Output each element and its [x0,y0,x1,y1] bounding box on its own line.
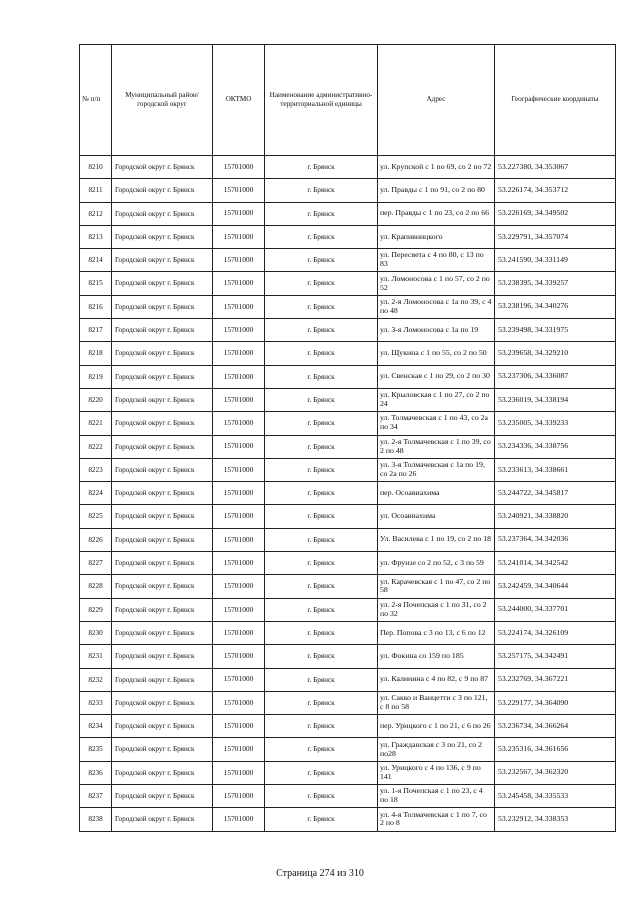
row-coords: 53.235005, 34.339233 [495,412,616,435]
row-number: 8211 [80,179,112,202]
row-unit: г. Брянск [265,645,378,668]
row-oktmo: 15701000 [213,715,265,738]
row-unit: г. Брянск [265,156,378,179]
row-number: 8223 [80,458,112,481]
row-unit: г. Брянск [265,505,378,528]
row-oktmo: 15701000 [213,738,265,761]
row-district: Городской округ г. Брянск [112,691,213,714]
row-oktmo: 15701000 [213,645,265,668]
row-address: ул. Калинина с 4 по 82, с 9 по 87 [378,668,495,691]
row-number: 8235 [80,738,112,761]
table-row [80,505,616,528]
page-number: Страница 274 из 310 [276,868,364,879]
row-district: Городской округ г. Брянск [112,249,213,272]
row-unit: г. Брянск [265,668,378,691]
header-address: Адрес [378,45,495,156]
row-address: ул. Щукина с 1 по 55, со 2 по 50 [378,342,495,365]
row-district: Городской округ г. Брянск [112,342,213,365]
row-number: 8222 [80,435,112,458]
row-address: ул. Крапивницкого [378,225,495,248]
row-district: Городской округ г. Брянск [112,482,213,505]
row-unit: г. Брянск [265,785,378,808]
row-address: ул. 2-я Толмачевская с 1 по 39, со 2 по 48 [378,435,495,458]
row-unit: г. Брянск [265,458,378,481]
row-address: ул. Свенская с 1 по 29, со 2 по 30 [378,365,495,388]
row-coords: 53.232567, 34.362320 [495,761,616,784]
table-row [80,785,616,808]
row-number: 8229 [80,598,112,621]
row-district: Городской округ г. Брянск [112,738,213,761]
table-row [80,295,616,318]
row-oktmo: 15701000 [213,435,265,458]
row-number: 8224 [80,482,112,505]
row-address: ул. Крупской с 1 по 69, со 2 по 72 [378,156,495,179]
row-number: 8234 [80,715,112,738]
row-address: Ул. Василева с 1 по 19, со 2 по 18 [378,528,495,551]
row-number: 8237 [80,785,112,808]
table-row [80,761,616,784]
row-oktmo: 15701000 [213,342,265,365]
header-row [80,45,616,156]
table-row [80,808,616,831]
table-row [80,575,616,598]
row-number: 8213 [80,225,112,248]
row-number: 8212 [80,202,112,225]
table-row [80,319,616,342]
row-coords: 53.229177, 34.364090 [495,691,616,714]
table-row [80,202,616,225]
row-number: 8215 [80,272,112,295]
row-address: ул. Осоавиахима [378,505,495,528]
row-unit: г. Брянск [265,482,378,505]
row-address: ул. 4-я Толмачевская с 1 по 7, со 2 по 8 [378,808,495,831]
row-district: Городской округ г. Брянск [112,808,213,831]
row-oktmo: 15701000 [213,365,265,388]
row-coords: 53.224174, 34.326109 [495,621,616,644]
row-coords: 53.244000, 34.337701 [495,598,616,621]
row-oktmo: 15701000 [213,552,265,575]
table-row [80,715,616,738]
row-unit: г. Брянск [265,249,378,272]
row-unit: г. Брянск [265,528,378,551]
row-unit: г. Брянск [265,412,378,435]
row-unit: г. Брянск [265,598,378,621]
table-row [80,552,616,575]
row-number: 8219 [80,365,112,388]
row-unit: г. Брянск [265,388,378,411]
row-unit: г. Брянск [265,575,378,598]
row-district: Городской округ г. Брянск [112,319,213,342]
table-row [80,365,616,388]
row-coords: 53.244722, 34.345817 [495,482,616,505]
row-coords: 53.238196, 34.340276 [495,295,616,318]
row-district: Городской округ г. Брянск [112,621,213,644]
row-unit: г. Брянск [265,342,378,365]
row-coords: 53.237364, 34.342036 [495,528,616,551]
row-district: Городской округ г. Брянск [112,598,213,621]
row-district: Городской округ г. Брянск [112,225,213,248]
table-row [80,691,616,714]
row-unit: г. Брянск [265,435,378,458]
row-coords: 53.235316, 34.361656 [495,738,616,761]
row-oktmo: 15701000 [213,528,265,551]
row-unit: г. Брянск [265,761,378,784]
row-coords: 53.236019, 34.338194 [495,388,616,411]
table-row [80,225,616,248]
row-unit: г. Брянск [265,202,378,225]
row-address: ул. Урицкого с 4 по 136, с 9 по 141 [378,761,495,784]
row-oktmo: 15701000 [213,249,265,272]
row-oktmo: 15701000 [213,505,265,528]
row-coords: 53.226174, 34.353712 [495,179,616,202]
table-row [80,458,616,481]
row-district: Городской округ г. Брянск [112,785,213,808]
row-district: Городской округ г. Брянск [112,552,213,575]
table-row [80,435,616,458]
row-coords: 53.232769, 34.367221 [495,668,616,691]
row-address: ул. Толмачевская с 1 по 43, со 2а по 34 [378,412,495,435]
row-number: 8218 [80,342,112,365]
row-oktmo: 15701000 [213,388,265,411]
row-oktmo: 15701000 [213,202,265,225]
row-unit: г. Брянск [265,319,378,342]
row-unit: г. Брянск [265,621,378,644]
row-oktmo: 15701000 [213,412,265,435]
row-address: ул. Фокина со 159 по 185 [378,645,495,668]
row-unit: г. Брянск [265,738,378,761]
table-row [80,482,616,505]
row-oktmo: 15701000 [213,458,265,481]
row-oktmo: 15701000 [213,691,265,714]
row-number: 8233 [80,691,112,714]
row-address: пер. Урицкого с 1 по 21, с 6 по 26 [378,715,495,738]
row-coords: 53.227380, 34.353067 [495,156,616,179]
table-row [80,249,616,272]
row-district: Городской округ г. Брянск [112,715,213,738]
row-number: 8231 [80,645,112,668]
row-coords: 53.240921, 34.338820 [495,505,616,528]
row-address: ул. Фрунзе со 2 по 52, с 3 по 59 [378,552,495,575]
table-row [80,179,616,202]
header-district: Муниципальный район/городской округ [112,45,213,156]
row-unit: г. Брянск [265,552,378,575]
row-coords: 53.237306, 34.336087 [495,365,616,388]
table-header [80,45,616,156]
row-address: ул. 3-я Толмачевская с 1а по 19, со 2а по 26 [378,458,495,481]
row-oktmo: 15701000 [213,272,265,295]
row-coords: 53.238395, 34.339257 [495,272,616,295]
row-number: 8221 [80,412,112,435]
row-unit: г. Брянск [265,179,378,202]
table-row [80,598,616,621]
row-district: Городской округ г. Брянск [112,365,213,388]
row-address: ул. Карачевская с 1 по 47, со 2 по 58 [378,575,495,598]
row-unit: г. Брянск [265,691,378,714]
row-number: 8214 [80,249,112,272]
row-number: 8217 [80,319,112,342]
row-coords: 53.239658, 34.329210 [495,342,616,365]
row-coords: 53.245458, 34.335533 [495,785,616,808]
row-address: пер. Осоавиахима [378,482,495,505]
row-number: 8210 [80,156,112,179]
row-district: Городской округ г. Брянск [112,412,213,435]
row-address: ул. Гражданская с 3 по 21, со 2 по28 [378,738,495,761]
row-number: 8226 [80,528,112,551]
addresses-table [79,44,616,832]
row-number: 8232 [80,668,112,691]
row-district: Городской округ г. Брянск [112,388,213,411]
row-number: 8225 [80,505,112,528]
row-number: 8228 [80,575,112,598]
row-number: 8236 [80,761,112,784]
row-coords: 53.234336, 34.338756 [495,435,616,458]
row-district: Городской округ г. Брянск [112,528,213,551]
row-district: Городской округ г. Брянск [112,435,213,458]
row-address: ул. 2-я Почепская с 1 по 31, со 2 по 32 [378,598,495,621]
row-unit: г. Брянск [265,808,378,831]
table-row [80,412,616,435]
row-coords: 53.242459, 34.340644 [495,575,616,598]
row-oktmo: 15701000 [213,668,265,691]
row-number: 8227 [80,552,112,575]
row-oktmo: 15701000 [213,179,265,202]
row-address: пер. Правды с 1 по 23, со 2 по 66 [378,202,495,225]
row-oktmo: 15701000 [213,598,265,621]
row-oktmo: 15701000 [213,319,265,342]
table-row [80,528,616,551]
row-address: ул. 2-я Ломоносова с 1а по 39, с 4 по 48 [378,295,495,318]
row-district: Городской округ г. Брянск [112,505,213,528]
header-num: № п/п [80,45,112,156]
header-unit: Наименование административно-территориальной единицы [265,45,378,156]
row-address: ул. Крыловская с 1 по 27, со 2 по 24 [378,388,495,411]
row-oktmo: 15701000 [213,295,265,318]
row-district: Городской округ г. Брянск [112,668,213,691]
row-district: Городской округ г. Брянск [112,458,213,481]
row-district: Городской округ г. Брянск [112,202,213,225]
table-row [80,342,616,365]
row-coords: 53.241590, 34.331149 [495,249,616,272]
row-unit: г. Брянск [265,715,378,738]
row-address: ул. 1-я Почепская с 1 по 23, с 4 по 18 [378,785,495,808]
row-address: ул. 3-я Ломоносова с 1а по 19 [378,319,495,342]
row-unit: г. Брянск [265,365,378,388]
row-coords: 53.257175, 34.342491 [495,645,616,668]
row-number: 8230 [80,621,112,644]
row-district: Городской округ г. Брянск [112,645,213,668]
header-oktmo: ОКТМО [213,45,265,156]
row-address: Пер. Попова с 3 по 13, с 6 по 12 [378,621,495,644]
table-row [80,621,616,644]
row-oktmo: 15701000 [213,621,265,644]
row-address: ул. Правды с 1 по 91, со 2 по 80 [378,179,495,202]
row-number: 8238 [80,808,112,831]
row-coords: 53.239498, 34.331975 [495,319,616,342]
table-row [80,738,616,761]
row-district: Городской округ г. Брянск [112,761,213,784]
row-district: Городской округ г. Брянск [112,156,213,179]
row-address: ул. Пересвета с 4 по 80, с 13 по 83 [378,249,495,272]
table-row [80,645,616,668]
row-address: ул. Сакко и Ванцетти с 3 по 121, с 8 по 58 [378,691,495,714]
table-row [80,668,616,691]
table-row [80,388,616,411]
row-number: 8220 [80,388,112,411]
row-coords: 53.241014, 34.342542 [495,552,616,575]
row-oktmo: 15701000 [213,761,265,784]
row-district: Городской округ г. Брянск [112,179,213,202]
row-oktmo: 15701000 [213,785,265,808]
row-address: ул. Ломоносова с 1 по 57, со 2 по 52 [378,272,495,295]
row-district: Городской округ г. Брянск [112,575,213,598]
row-oktmo: 15701000 [213,575,265,598]
row-coords: 53.226169, 34.349502 [495,202,616,225]
row-coords: 53.236734, 34.366264 [495,715,616,738]
table-row [80,156,616,179]
row-coords: 53.232912, 34.338353 [495,808,616,831]
table-row [80,272,616,295]
row-unit: г. Брянск [265,225,378,248]
row-oktmo: 15701000 [213,482,265,505]
row-unit: г. Брянск [265,272,378,295]
header-coords: Географические координаты [495,45,616,156]
row-oktmo: 15701000 [213,225,265,248]
row-district: Городской округ г. Брянск [112,272,213,295]
row-coords: 53.229791, 34.357074 [495,225,616,248]
row-number: 8216 [80,295,112,318]
row-unit: г. Брянск [265,295,378,318]
row-district: Городской округ г. Брянск [112,295,213,318]
table-body [80,156,616,832]
row-oktmo: 15701000 [213,808,265,831]
row-oktmo: 15701000 [213,156,265,179]
row-coords: 53.233613, 34.338661 [495,458,616,481]
